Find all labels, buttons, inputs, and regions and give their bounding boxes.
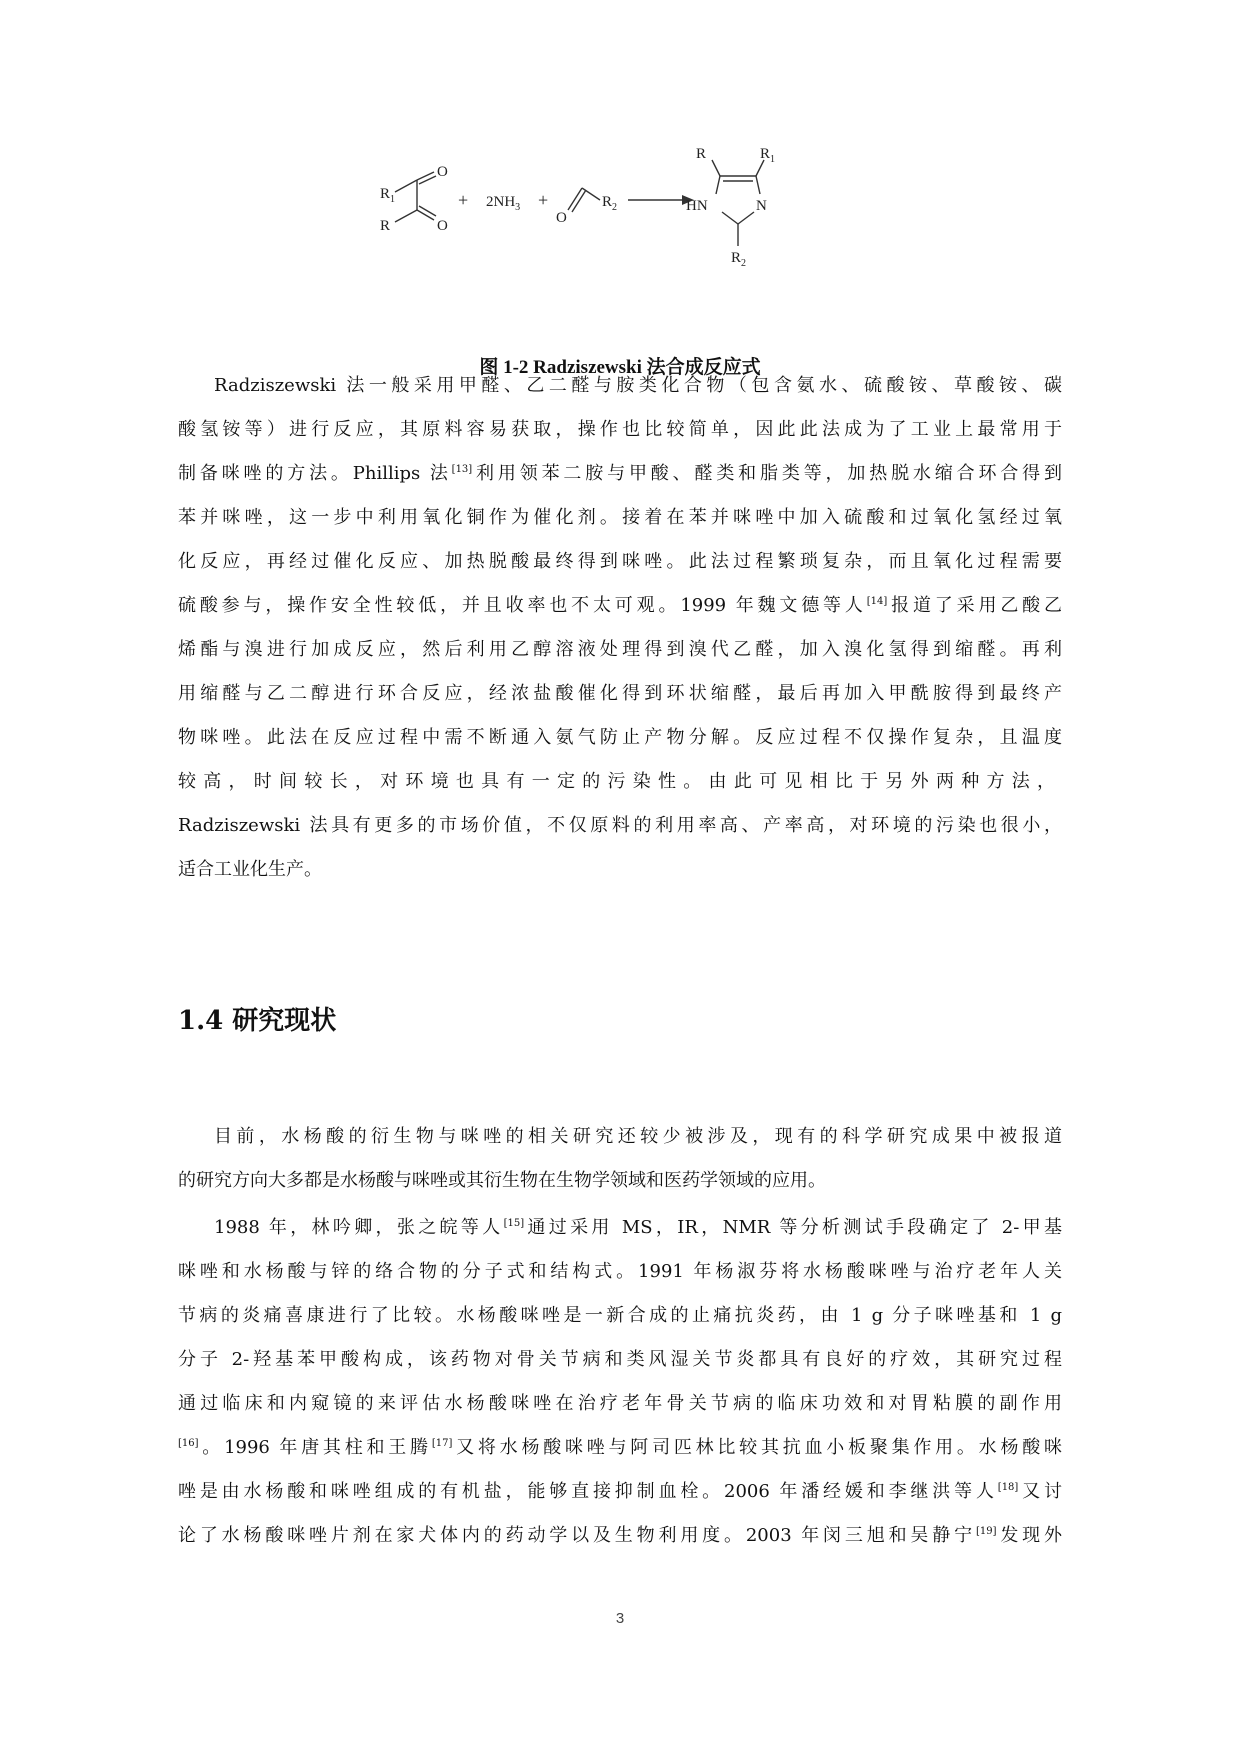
text-line: 目前，水杨酸的衍生物与咪唑的相关研究还较少被涉及，现有的科学研究成果中被报道 [214,1126,1062,1147]
plus-sign-2: + [538,190,549,210]
citation: [19] [975,1526,997,1537]
label-product-r2: $R_2$ [731,250,747,269]
text-line: Radziszewski 法具有更多的市场价值，不仅原料的利用率高、产率高，对环境的污染也很小， [178,815,1062,836]
text-line: 分子 2-羟基苯甲酸构成，该药物对骨关节病和类风湿关节炎都具有良好的疗效，其研究过程 [178,1349,1062,1370]
label-product-hn: HN [686,198,708,214]
bond-c5-r [712,160,720,176]
bond-ald-r2 [582,188,600,200]
text-line: 通过临床和内窥镜的来评估水杨酸咪唑在治疗老年骨关节病的临床功效和对胃粘膜的副作用 [178,1393,1062,1414]
label-product-r1: $R_1$ [760,146,776,165]
text-line: 用缩醛与乙二醇进行环合反应，经浓盐酸催化得到环状缩醛，最后再加入甲酰胺得到最终产 [178,683,1062,704]
label-o-bottom: O [437,218,448,234]
ring-bond-c4-n3 [756,176,760,194]
label-ammonia: $2NH_3$ [486,194,521,213]
text-line: 适合工业化生产。 [178,859,322,880]
text-line: 唑是由水杨酸和咪唑组成的有机盐，能够直接抑制血栓。2006 年潘经媛和李继洪等人[18]又讨 [178,1481,1062,1502]
citation: [17] [431,1438,453,1449]
citation: [15] [503,1218,525,1229]
text-line: 节病的炎痛喜康进行了比较。水杨酸咪唑是一新合成的止痛抗炎药，由 1 g 分子咪唑基和 1 g [178,1305,1062,1326]
label-aldehyde-o: O [556,210,567,226]
ring-bond-n3-c2 [738,212,754,224]
text-line: 酸氢铵等）进行反应，其原料容易获取，操作也比较简单，因此此法成为了工业上最常用于 [178,419,1062,440]
text-line: 1988 年，林吟卿，张之皖等人[15]通过采用 MS，IR，NMR 等分析测试手段确定了 2-甲基 [214,1217,1062,1238]
bond-c2-o-double [419,206,436,216]
reaction-scheme-svg [380,146,880,300]
text-line: 论了水杨酸咪唑片剂在家犬体内的药动学以及生物利用度。2003 年闵三旭和吴静宁[19]发现外 [178,1525,1062,1546]
paragraph-history [178,1206,1062,1558]
text-line: 咪唑和水杨酸与锌的络合物的分子式和结构式。1991 年杨淑芬将水杨酸咪唑与治疗老年人关 [178,1261,1062,1282]
text-line: 较高，时间较长，对环境也具有一定的污染性。由此可见相比于另外两种方法， [178,771,1062,792]
text-line: 硫酸参与，操作安全性较低，并且收率也不太可观。1999 年魏文德等人[14]报道了采用乙酸乙 [178,595,1062,616]
text-line: [16]。1996 年唐其柱和王腾[17]又将水杨酸咪唑与阿司匹林比较其抗血小板聚集作用。水杨酸咪 [178,1437,1062,1458]
ring-bond-c5-n1 [716,176,720,194]
text-line: 制备咪唑的方法。Phillips 法[13]利用领苯二胺与甲酸、醛类和脂类等，加热脱水缩合环合得到 [178,463,1062,484]
bond-c2-o [417,210,434,220]
paragraph-radziszewski [178,364,1062,892]
citation: [16] [178,1438,199,1449]
label-aldehyde-r2: $R_2$ [602,194,618,213]
label-product-n: N [756,198,767,214]
paragraph-research-status [178,1115,1062,1203]
text-line: 化反应，再经过催化反应、加热脱酸最终得到咪唑。此法过程繁琐复杂，而且氧化过程需要 [178,551,1062,572]
citation: [13] [451,464,473,475]
label-product-r: R [696,146,707,162]
text-line: 烯酯与溴进行加成反应，然后利用乙醇溶液处理得到溴代乙醛，加入溴化氢得到缩醛。再利 [178,639,1062,660]
bond-r1-c1 [395,180,417,192]
figure-caption: 图 1-2 Radziszewski 法合成反应式 [479,357,761,378]
bond-c4-r1 [756,160,764,176]
page-number: 3 [615,1610,625,1627]
ring-bond-n1-c2 [722,212,738,224]
label-r1-left: $R_1$ [380,186,396,205]
reaction-scheme-figure [380,146,880,300]
plus-sign-1: + [458,190,469,210]
label-r-left: R [380,218,391,234]
label-o-top: O [437,164,448,180]
text-line: 物咪唑。此法在反应过程中需不断通入氨气防止产物分解。反应过程不仅操作复杂，且温度 [178,727,1062,748]
section-heading: 1.4 研究现状 [178,1006,337,1036]
citation: [18] [997,1482,1019,1493]
text-line: 的研究方向大多都是水杨酸与咪唑或其衍生物在生物学领域和医药学领域的应用。 [178,1170,826,1191]
text-line: Radziszewski 法一般采用甲醛、乙二醛与胺类化合物（包含氨水、硫酸铵、草酸铵、碳 [214,375,1062,396]
citation: [14] [866,596,888,607]
bond-r-c2 [395,210,417,222]
scheme-bonds [395,160,764,246]
text-line: 苯并咪唑，这一步中利用氧化铜作为催化剂。接着在苯并咪唑中加入硫酸和过氧化氢经过氧 [178,507,1062,528]
